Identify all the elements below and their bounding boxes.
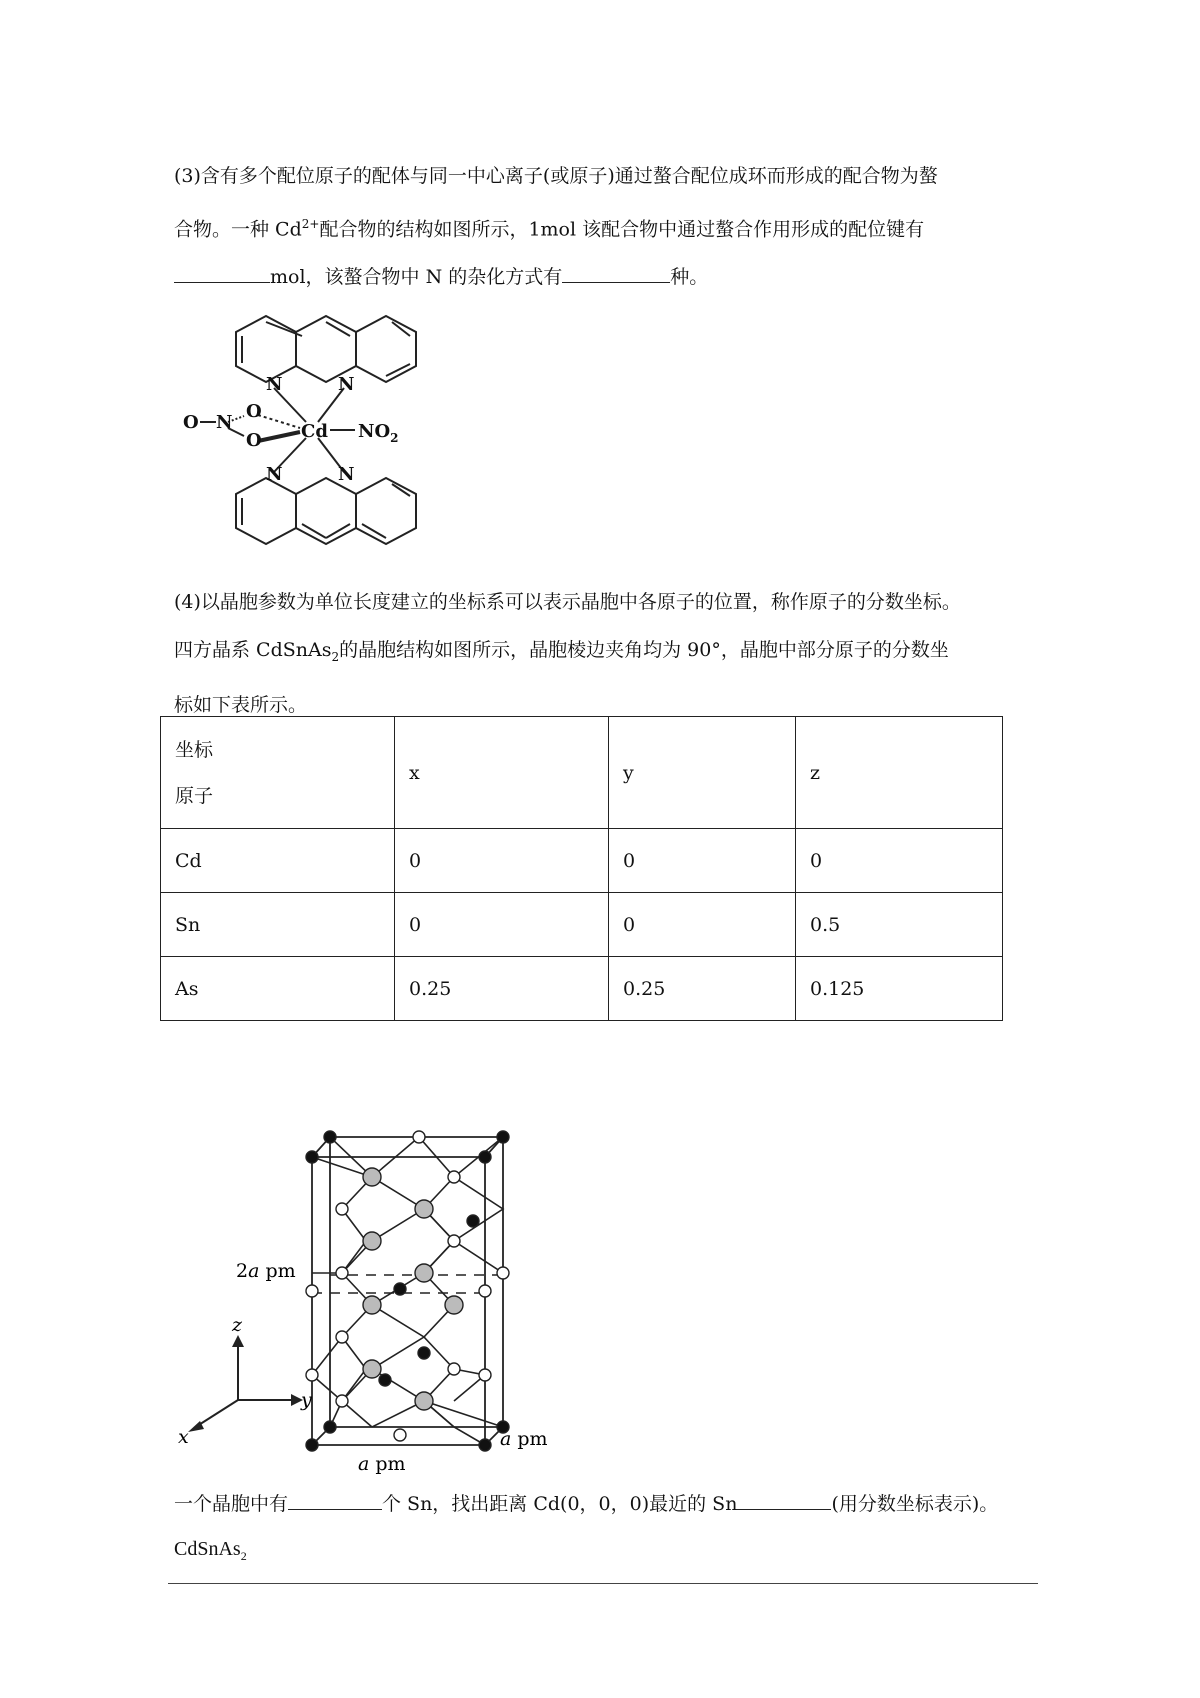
sn-atoms xyxy=(306,1131,509,1441)
depth-label: a pm xyxy=(500,1428,548,1450)
atom-n-nitrite: N xyxy=(216,412,233,433)
atom-n-3: N xyxy=(266,464,283,485)
q4-line2 xyxy=(174,626,1054,681)
cell-sn-y: 0 xyxy=(609,893,796,957)
cell-sn-z: 0.5 xyxy=(796,893,1003,957)
q3-paragraph xyxy=(174,152,1054,301)
atom-o-terminal: O xyxy=(183,412,199,433)
q3-line2-a: 合物。一种 Cd xyxy=(174,218,302,241)
header-coordinate-label: 坐标 xyxy=(175,738,214,761)
tail-text-b: 个 Sn，找出距离 Cd(0，0，0)最近的 Sn xyxy=(382,1493,738,1515)
cell-sn-x: 0 xyxy=(395,893,609,957)
q4-line3: 标如下表所示。 xyxy=(174,693,308,716)
answer-blank-3[interactable] xyxy=(288,1487,382,1510)
row-atom-as: As xyxy=(161,957,395,1021)
row-atom-sn: Sn xyxy=(161,893,395,957)
q3-charge-sup: 2+ xyxy=(301,217,320,231)
atom-n-4: N xyxy=(338,464,355,485)
q3-line3-a: mol，该螯合物中 N 的杂化方式有 xyxy=(270,266,563,289)
width-label: a pm xyxy=(358,1453,406,1475)
table-row xyxy=(161,957,1003,1021)
upper-phenanthroline xyxy=(236,316,416,382)
answer-blank-4[interactable] xyxy=(737,1487,831,1510)
q4-line2-a: 四方晶系 CdSnAs xyxy=(174,639,332,661)
tail-text-a: 一个晶胞中有 xyxy=(174,1493,289,1515)
q3-line3-b: 种。 xyxy=(670,266,709,289)
footer-formula-sub: 2 xyxy=(240,1549,247,1563)
atom-n-2: N xyxy=(338,374,355,395)
cell-cd-z: 0 xyxy=(796,829,1003,893)
q4-paragraph xyxy=(174,578,1054,729)
tail-text-c: (用分数坐标表示)。 xyxy=(831,1493,999,1515)
atom-no2: $NO_2$ xyxy=(358,421,399,445)
row-atom-cd: Cd xyxy=(161,829,395,893)
atom-o-1: O xyxy=(246,401,262,422)
axis-y-label: y xyxy=(301,1389,312,1411)
atom-n-1: N xyxy=(266,374,283,395)
cd-complex-structure xyxy=(180,296,440,564)
fractional-coordinates-table xyxy=(160,716,1003,1021)
axis-x-label: x xyxy=(178,1426,189,1448)
table-row xyxy=(161,829,1003,893)
q3-line1: (3)含有多个配位原子的配体与同一中心离子(或原子)通过螯合配位成环而形成的配合物为螯 xyxy=(174,165,938,187)
cell-cd-x: 0 xyxy=(395,829,609,893)
axes-indicator xyxy=(188,1335,303,1432)
lower-phenanthroline xyxy=(236,478,416,544)
header-y: y xyxy=(609,717,796,829)
cell-as-y: 0.25 xyxy=(609,957,796,1021)
header-z: z xyxy=(796,717,1003,829)
table-row xyxy=(161,893,1003,957)
question-tail xyxy=(174,1480,1074,1528)
q4-line1: (4)以晶胞参数为单位长度建立的坐标系可以表示晶胞中各原子的位置，称作原子的分数坐标。 xyxy=(174,591,961,613)
q4-formula-sub: 2 xyxy=(331,649,340,664)
header-corner-cell xyxy=(161,717,395,829)
answer-blank-1[interactable] xyxy=(174,260,270,283)
axis-z-label: z xyxy=(232,1314,243,1336)
answer-blank-2[interactable] xyxy=(562,260,670,283)
atom-cd: Cd xyxy=(301,421,328,442)
q3-line2 xyxy=(174,200,1054,253)
cdsnas2-unit-cell xyxy=(160,1125,570,1480)
as-atoms xyxy=(363,1168,463,1410)
q3-line2-b: 配合物的结构如图所示，1mol 该配合物中通过螯合作用形成的配位键有 xyxy=(319,218,925,241)
header-atom-label: 原子 xyxy=(175,784,214,807)
cell-as-z: 0.125 xyxy=(796,957,1003,1021)
footer-formula xyxy=(174,1538,247,1564)
footer-divider xyxy=(168,1583,1038,1584)
cell-cd-y: 0 xyxy=(609,829,796,893)
height-label: 2a pm xyxy=(236,1260,296,1282)
q4-line2-b: 的晶胞结构如图所示，晶胞棱边夹角均为 90°，晶胞中部分原子的分数坐 xyxy=(339,639,949,661)
q3-line3 xyxy=(174,253,1054,301)
table-header-row xyxy=(161,717,1003,829)
atom-o-2: O xyxy=(246,430,262,451)
footer-formula-main: CdSnAs xyxy=(174,1538,241,1560)
cell-as-x: 0.25 xyxy=(395,957,609,1021)
header-x: x xyxy=(395,717,609,829)
